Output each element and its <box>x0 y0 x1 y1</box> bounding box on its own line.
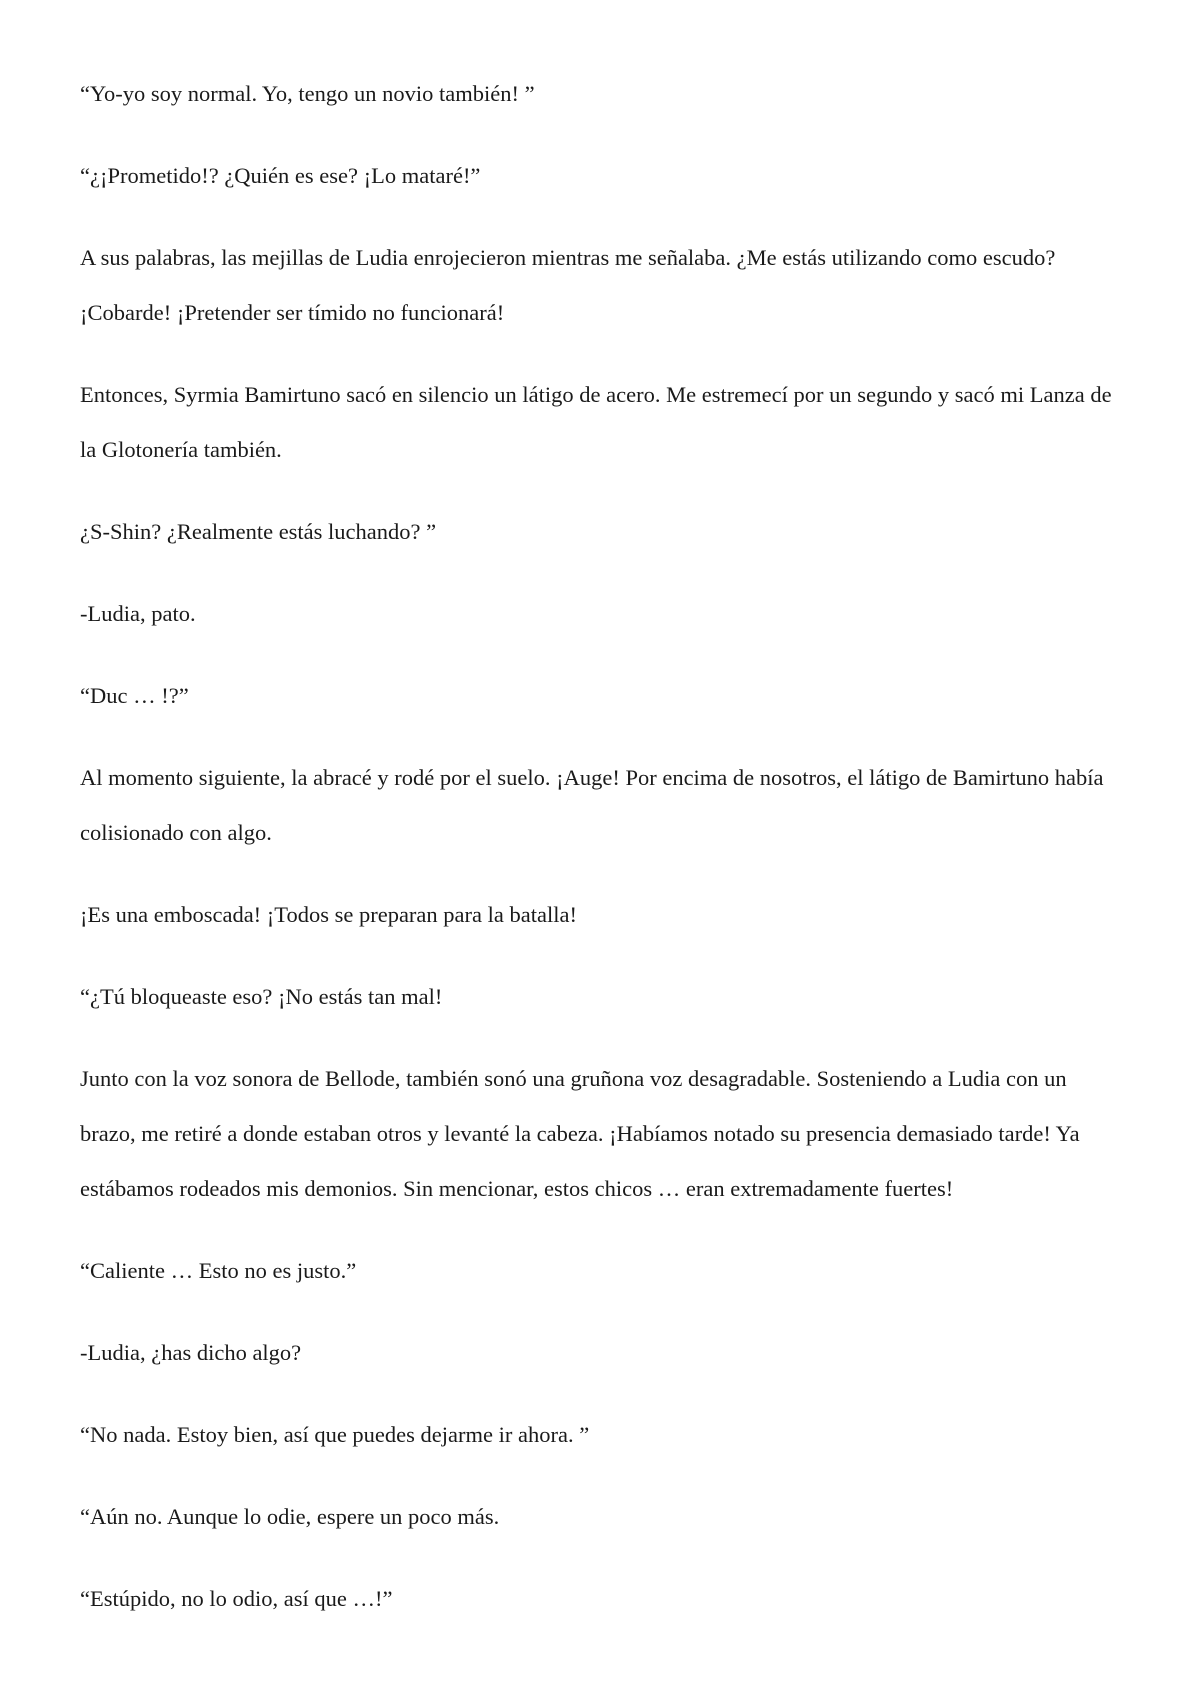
paragraph: “No nada. Estoy bien, así que puedes dejarme ir ahora. ” <box>80 1422 590 1447</box>
paragraph: A sus palabras, las mejillas de Ludia enrojecieron mientras me señalaba. ¿Me estás utilizando como escudo? ¡Cobarde! ¡Pretender ser tímido no funcionará! <box>80 245 1056 325</box>
paragraph: “Yo-yo soy normal. Yo, tengo un novio también! ” <box>80 81 535 106</box>
paragraph: -Ludia, pato. <box>80 601 196 626</box>
paragraph: ¡Es una emboscada! ¡Todos se preparan para la batalla! <box>80 902 577 927</box>
paragraph: “Duc … !?” <box>80 683 189 708</box>
paragraph: “¿¡Prometido!? ¿Quién es ese? ¡Lo mataré!” <box>80 163 481 188</box>
paragraph: “Estúpido, no lo odio, así que …!” <box>80 1586 393 1611</box>
paragraph: “Aún no. Aunque lo odie, espere un poco más. <box>80 1504 500 1529</box>
paragraph: -Ludia, ¿has dicho algo? <box>80 1340 302 1365</box>
paragraph: “¿Tú bloqueaste eso? ¡No estás tan mal! <box>80 984 443 1009</box>
paragraph: Al momento siguiente, la abracé y rodé por el suelo. ¡Auge! Por encima de nosotros, el látigo de Bamirtuno había colisionado con algo. <box>80 765 1104 845</box>
paragraph: Junto con la voz sonora de Bellode, también sonó una gruñona voz desagradable. Sosteniendo a Ludia con un brazo, me retiré a donde estaban otros y levanté la cabeza. ¡Habíamos notado su presencia demasiado tarde! Ya estábamos rodeados mis demonios. Sin mencionar, estos chicos … eran extremadamente fuertes! <box>80 1066 1080 1201</box>
paragraph: “Caliente … Esto no es justo.” <box>80 1258 357 1283</box>
document-body <box>80 66 1120 1653</box>
paragraph: Entonces, Syrmia Bamirtuno sacó en silencio un látigo de acero. Me estremecí por un segundo y sacó mi Lanza de la Glotonería también. <box>80 382 1112 462</box>
paragraph: ¿S-Shin? ¿Realmente estás luchando? ” <box>80 519 437 544</box>
